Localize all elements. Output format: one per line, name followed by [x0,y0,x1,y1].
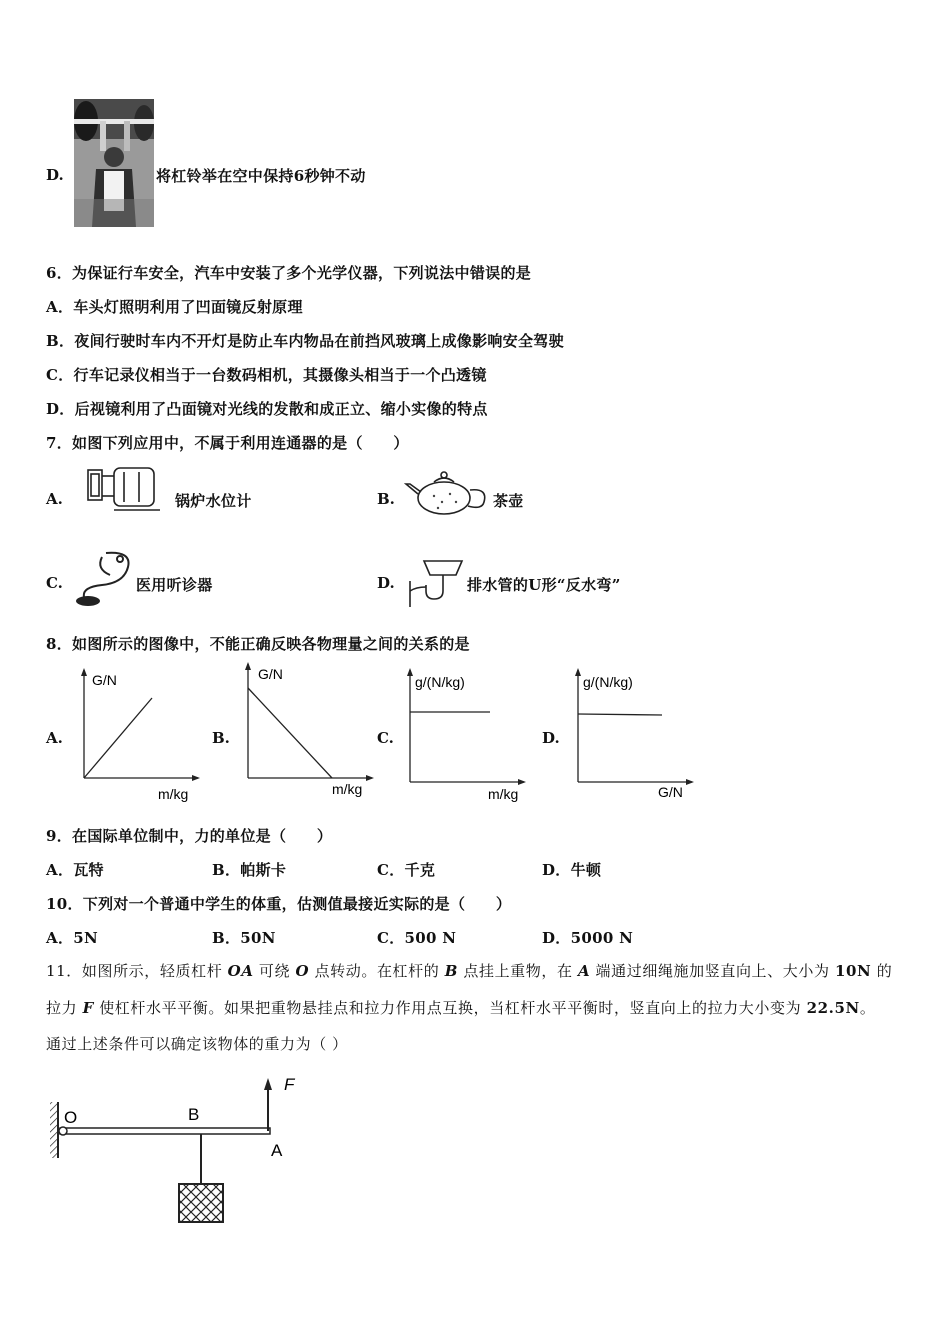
q9-stem: 9．在国际单位制中，力的单位是（ ） [46,827,333,845]
graph-d-xlabel: G/N [658,784,683,800]
q6-option-b: B．夜间行驶时车内不开灯是防止车内物品在前挡风玻璃上成像影响安全驾驶 [46,332,564,350]
force-arrow [264,1078,272,1090]
q8-option-c-label: C. [377,729,394,747]
lever-bar [60,1128,270,1134]
label-a: A [271,1141,283,1160]
hanging-weight [179,1184,223,1222]
q10-option-a: A．5N [46,929,98,947]
graph-b [240,662,380,798]
q10-option-d: D．5000 N [542,929,634,947]
q9-option-d: D．牛顿 [542,861,602,879]
q6-option-c: C．行车记录仪相当于一台数码相机，其摄像头相当于一个凸透镜 [46,366,487,384]
q7-option-d-label: D. [377,574,395,592]
q7-option-a-label: A. [46,490,63,508]
graph-a-ylabel: G/N [92,672,117,688]
weightlifter-image [74,99,154,227]
u-bend-pipe-image [404,557,466,609]
q11-line-3: 通过上述条件可以确定该物体的重力为（ ） [46,1035,348,1053]
graph-b-xlabel: m/kg [332,781,363,797]
q10-option-c: C．500 N [377,929,457,947]
q8-stem: 8．如图所示的图像中，不能正确反映各物理量之间的关系的是 [46,635,470,653]
q8-option-d-label: D. [542,729,560,747]
q7-option-c-text: 医用听诊器 [136,576,213,594]
graph-a [76,668,206,804]
boiler-gauge-image [84,462,164,514]
teapot-image [404,466,492,518]
q6-option-d: D．后视镜利用了凸面镜对光线的发散和成正立、缩小实像的特点 [46,400,488,418]
q6-option-a: A．车头灯照明利用了凹面镜反射原理 [46,298,303,316]
q10-option-b: B．50N [212,929,276,947]
graph-b-ylabel: G/N [258,666,283,682]
q9-option-a: A．瓦特 [46,861,104,879]
q9-option-b: B．帕斯卡 [212,861,287,879]
lever-wall [50,1102,58,1158]
q7-option-b-text: 茶壶 [493,492,524,510]
graph-a-line [84,698,152,778]
q7-option-b-label: B. [377,490,395,508]
label-o: O [64,1108,78,1127]
label-b: B [188,1105,200,1124]
graph-b-line [248,688,332,778]
graph-d [570,668,702,804]
graph-d-ylabel: g/(N/kg) [583,674,633,690]
graph-c-ylabel: g/(N/kg) [415,674,465,690]
graph-d-line [578,714,662,715]
graph-a-xlabel: m/kg [158,786,189,802]
q8-option-a-label: A. [46,729,63,747]
q9-option-c: C．千克 [377,861,436,879]
q11-line-1: 11．如图所示，轻质杠杆 OA 可绕 O 点转动。在杠杆的 B 点挂上重物，在 A 端通过细绳施加竖直向上、大小为 10N 的 [46,962,893,980]
graph-c [402,668,534,804]
q6-stem: 6．为保证行车安全，汽车中安装了多个光学仪器，下列说法中错误的是 [46,264,532,282]
q7-option-d-text: 排水管的U形“反水弯” [467,576,621,594]
label-f: F [284,1075,295,1094]
q7-option-c-label: C. [46,574,63,592]
q5-option-d-text: 将杠铃举在空中保持6秒钟不动 [156,167,366,185]
pivot-o [59,1127,67,1135]
q7-option-a-text: 锅炉水位计 [175,492,252,510]
q5-option-d-label: D. [46,166,64,184]
lever-diagram [46,1072,316,1232]
q8-option-b-label: B. [212,729,230,747]
stethoscope-image [72,549,138,607]
q11-line-2: 拉力 F 使杠杆水平平衡。如果把重物悬挂点和拉力作用点互换，当杠杆水平平衡时，竖直向上的拉力大小变为 22.5N。 [46,999,876,1017]
q7-stem: 7．如图下列应用中，不属于利用连通器的是（ ） [46,434,409,452]
q10-stem: 10．下列对一个普通中学生的体重，估测值最接近实际的是（ ） [46,895,512,913]
graph-c-xlabel: m/kg [488,786,519,802]
